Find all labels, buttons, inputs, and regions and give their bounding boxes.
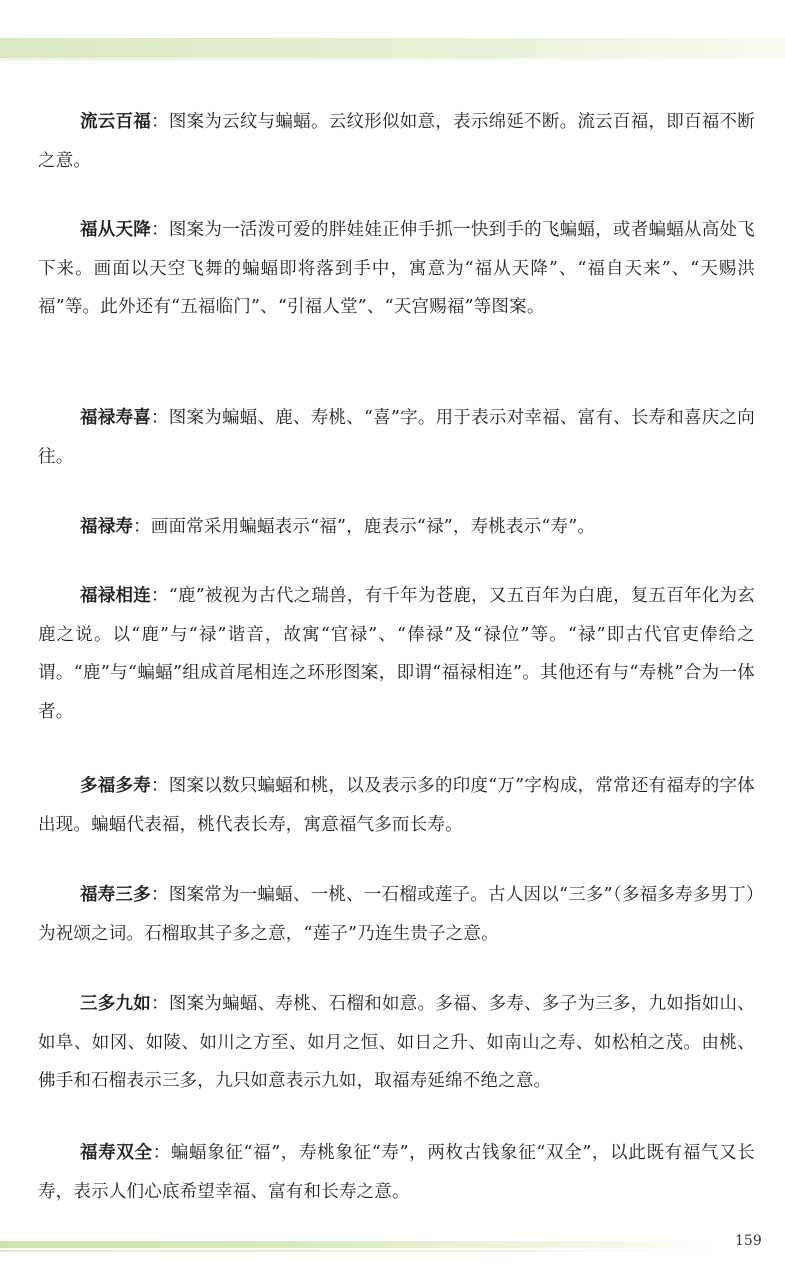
paragraph-text: ：图案为蝙蝠、寿桃、石榴和如意。多福、多寿、多子为三多，九如指如山、如阜、如冈、如陵、如川之方至、如月之恒、如日之升、如南山之寿、如松柏之茂。由桃、佛手和石榴表示三多，九只如意表示九如，取福寿延绵不绝之意。 bbox=[38, 994, 755, 1091]
footer-rule bbox=[0, 1250, 720, 1252]
paragraph-san-duo-jiu-ru bbox=[38, 985, 755, 1101]
paragraph-term: 三多九如 bbox=[80, 994, 152, 1014]
paragraph-term: 福寿三多 bbox=[80, 885, 151, 905]
paragraph-fu-lu-shou bbox=[38, 508, 755, 547]
paragraph-text: ：图案以数只蝙蝠和桃，以及表示多的印度“万”字构成，常常还有福寿的字体出现。蝙蝠代表福，桃代表长寿，寓意福气多而长寿。 bbox=[38, 776, 755, 835]
paragraph-fu-shou-shuang-quan bbox=[38, 1134, 755, 1211]
paragraph-text: ：“鹿”被视为古代之瑞兽，有千年为苍鹿，又五百年为白鹿，复五百年化为玄鹿之说。以“鹿”与“禄”谐音，故寓“官禄”、“俸禄”及“禄位”等。“禄”即古代官吏俸给之谓。“鹿”与“蝙蝠”组成首尾相连之环形图案，即谓“福禄相连”。其他还有与“寿桃”合为一体者。 bbox=[38, 586, 755, 722]
paragraph-text: ：图案为蝙蝠、鹿、寿桃、“喜”字。用于表示对幸福、富有、长寿和喜庆之向往。 bbox=[38, 408, 755, 467]
paragraph-text: ：图案常为一蝙蝠、一桃、一石榴或莲子。古人因以“三多”（多福多寿多男丁）为祝颂之词。石榴取其子多之意，“莲子”乃连生贵子之意。 bbox=[38, 885, 755, 944]
paragraph-text: ：蝙蝠象征“福”，寿桃象征“寿”，两枚古钱象征“双全”，以此既有福气又长寿，表示人们心底希望幸福、富有和长寿之意。 bbox=[38, 1143, 755, 1202]
paragraph-term: 福禄寿喜 bbox=[80, 408, 151, 428]
paragraph-term: 福禄相连 bbox=[80, 586, 151, 606]
paragraph-fu-cong-tian-jiang bbox=[38, 211, 755, 327]
paragraph-term: 福寿双全 bbox=[80, 1143, 153, 1163]
paragraph-text: ：图案为一活泼可爱的胖娃娃正伸手抓一快到手的飞蝙蝠，或者蝙蝠从高处飞下来。画面以天空飞舞的蝙蝠即将落到手中，寓意为“福从天降”、“福自天来”、“天赐洪福”等。此外还有“五福临门”、“引福人堂”、“天宫赐福”等图案。 bbox=[38, 220, 755, 317]
footer-decorative-band bbox=[0, 1241, 720, 1248]
paragraph-term: 福从天降 bbox=[80, 220, 152, 240]
paragraph-term: 多福多寿 bbox=[80, 776, 151, 796]
paragraph-fu-lu-xiang-lian bbox=[38, 577, 755, 731]
paragraph-term: 流云百福 bbox=[80, 112, 152, 132]
paragraph-duo-fu-duo-shou bbox=[38, 767, 755, 844]
paragraph-text: ：图案为云纹与蝙蝠。云纹形似如意，表示绵延不断。流云百福，即百福不断之意。 bbox=[38, 112, 755, 171]
paragraph-term: 福禄寿 bbox=[80, 517, 134, 537]
paragraph-text: ：画面常采用蝙蝠表示“福”，鹿表示“禄”，寿桃表示“寿”。 bbox=[133, 517, 596, 537]
paragraph-liuyun-baifu bbox=[38, 103, 755, 180]
header-decorative-band bbox=[0, 38, 785, 58]
page-number: 159 bbox=[735, 1233, 762, 1249]
paragraph-fu-shou-san-duo bbox=[38, 876, 755, 953]
paragraph-fu-lu-shou-xi bbox=[38, 399, 755, 476]
